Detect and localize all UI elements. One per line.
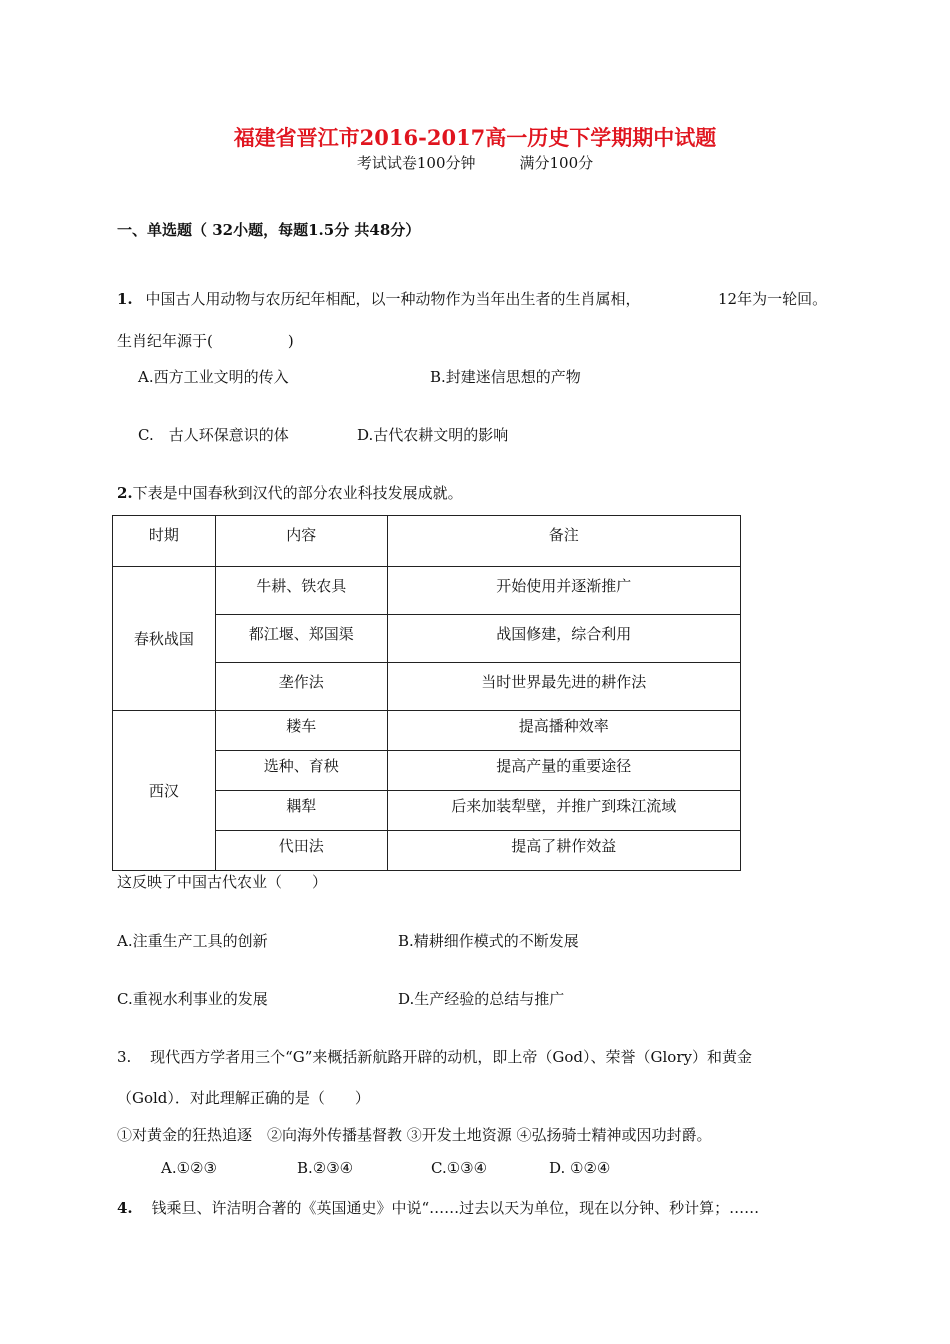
agriculture-table <box>112 515 741 871</box>
question-3-items: ①对黄金的狂热追逐 ②向海外传播基督教 ③开发土地资源 ④弘扬骑士精神或因功封爵。 <box>117 1126 712 1144</box>
question-number: 1. <box>117 290 133 308</box>
question-stem: 现代西方学者用三个“G”来概括新航路开辟的动机，即上帝（God）、荣誉（Glory）和黄金 <box>150 1048 752 1066</box>
table-row <box>113 711 741 751</box>
table-cell: 提高了耕作效益 <box>387 831 740 871</box>
option-c[interactable]: C.重视水利事业的发展 <box>117 990 268 1008</box>
table-row <box>113 567 741 615</box>
question-stem: 钱乘旦、许洁明合著的《英国通史》中说“……过去以天为单位，现在以分钟、秒计算；…… <box>151 1199 760 1217</box>
table-cell: 牛耕、铁农具 <box>215 567 387 615</box>
exam-full-score: 满分100分 <box>519 154 594 172</box>
option-c[interactable]: C. 古人环保意识的体 <box>138 426 289 444</box>
section-heading: 一、单选题（ 32小题，每题1.5分 共48分） <box>117 221 421 239</box>
table-header-row <box>113 516 741 567</box>
option-b[interactable]: B.②③④ <box>297 1159 354 1177</box>
option-a[interactable]: A.注重生产工具的创新 <box>117 932 268 950</box>
table-cell: 都江堰、郑国渠 <box>215 615 387 663</box>
table-period-cell: 春秋战国 <box>113 567 216 711</box>
option-c[interactable]: C.①③④ <box>431 1159 488 1177</box>
question-3-line1 <box>117 1046 752 1067</box>
exam-subtitle <box>0 152 950 173</box>
table-cell: 后来加装犁壁，并推广到珠江流域 <box>387 791 740 831</box>
table-header: 备注 <box>387 516 740 567</box>
table-cell: 选种、育秧 <box>215 751 387 791</box>
question-2-stem <box>117 482 463 503</box>
table-cell: 提高播种效率 <box>387 711 740 751</box>
question-1-line1 <box>117 288 640 309</box>
option-a[interactable]: A.西方工业文明的传入 <box>138 368 289 386</box>
option-d[interactable]: D. ①②④ <box>549 1159 611 1177</box>
option-d[interactable]: D.生产经验的总结与推广 <box>398 990 565 1008</box>
question-1-line2: 生肖纪年源于( ) <box>117 332 294 350</box>
table-header: 时期 <box>113 516 216 567</box>
table-header: 内容 <box>215 516 387 567</box>
exam-title: 福建省晋江市2016-2017高一历史下学期期中试题 <box>233 125 717 150</box>
option-a[interactable]: A.①②③ <box>161 1159 217 1177</box>
table-cell: 提高产量的重要途径 <box>387 751 740 791</box>
table-cell: 垄作法 <box>215 663 387 711</box>
option-b[interactable]: B.精耕细作模式的不断发展 <box>398 932 579 950</box>
table-cell: 开始使用并逐渐推广 <box>387 567 740 615</box>
question-stem: 中国古人用动物与农历纪年相配，以一种动物作为当年出生者的生肖属相， <box>145 290 641 308</box>
question-stem: 下表是中国春秋到汉代的部分农业科技发展成就。 <box>132 484 463 502</box>
table-period-cell: 西汉 <box>113 711 216 871</box>
table-cell: 耦犁 <box>215 791 387 831</box>
table-cell: 耧车 <box>215 711 387 751</box>
question-3-line2: （Gold）．对此理解正确的是（ ） <box>117 1089 370 1107</box>
question-number: 3. <box>117 1048 132 1066</box>
exam-duration: 考试试卷100分钟 <box>356 154 476 172</box>
question-number: 2. <box>117 484 133 502</box>
table-cell: 当时世界最先进的耕作法 <box>387 663 740 711</box>
question-2-prompt: 这反映了中国古代农业（ ） <box>117 873 328 891</box>
table-cell: 战国修建，综合利用 <box>387 615 740 663</box>
table-cell: 代田法 <box>215 831 387 871</box>
option-d[interactable]: D.古代农耕文明的影响 <box>357 426 509 444</box>
question-number: 4. <box>117 1199 133 1217</box>
option-b[interactable]: B.封建迷信思想的产物 <box>430 368 581 386</box>
question-4-line1 <box>117 1197 759 1218</box>
question-1-line1-tail: 12年为一轮回。 <box>718 290 828 308</box>
